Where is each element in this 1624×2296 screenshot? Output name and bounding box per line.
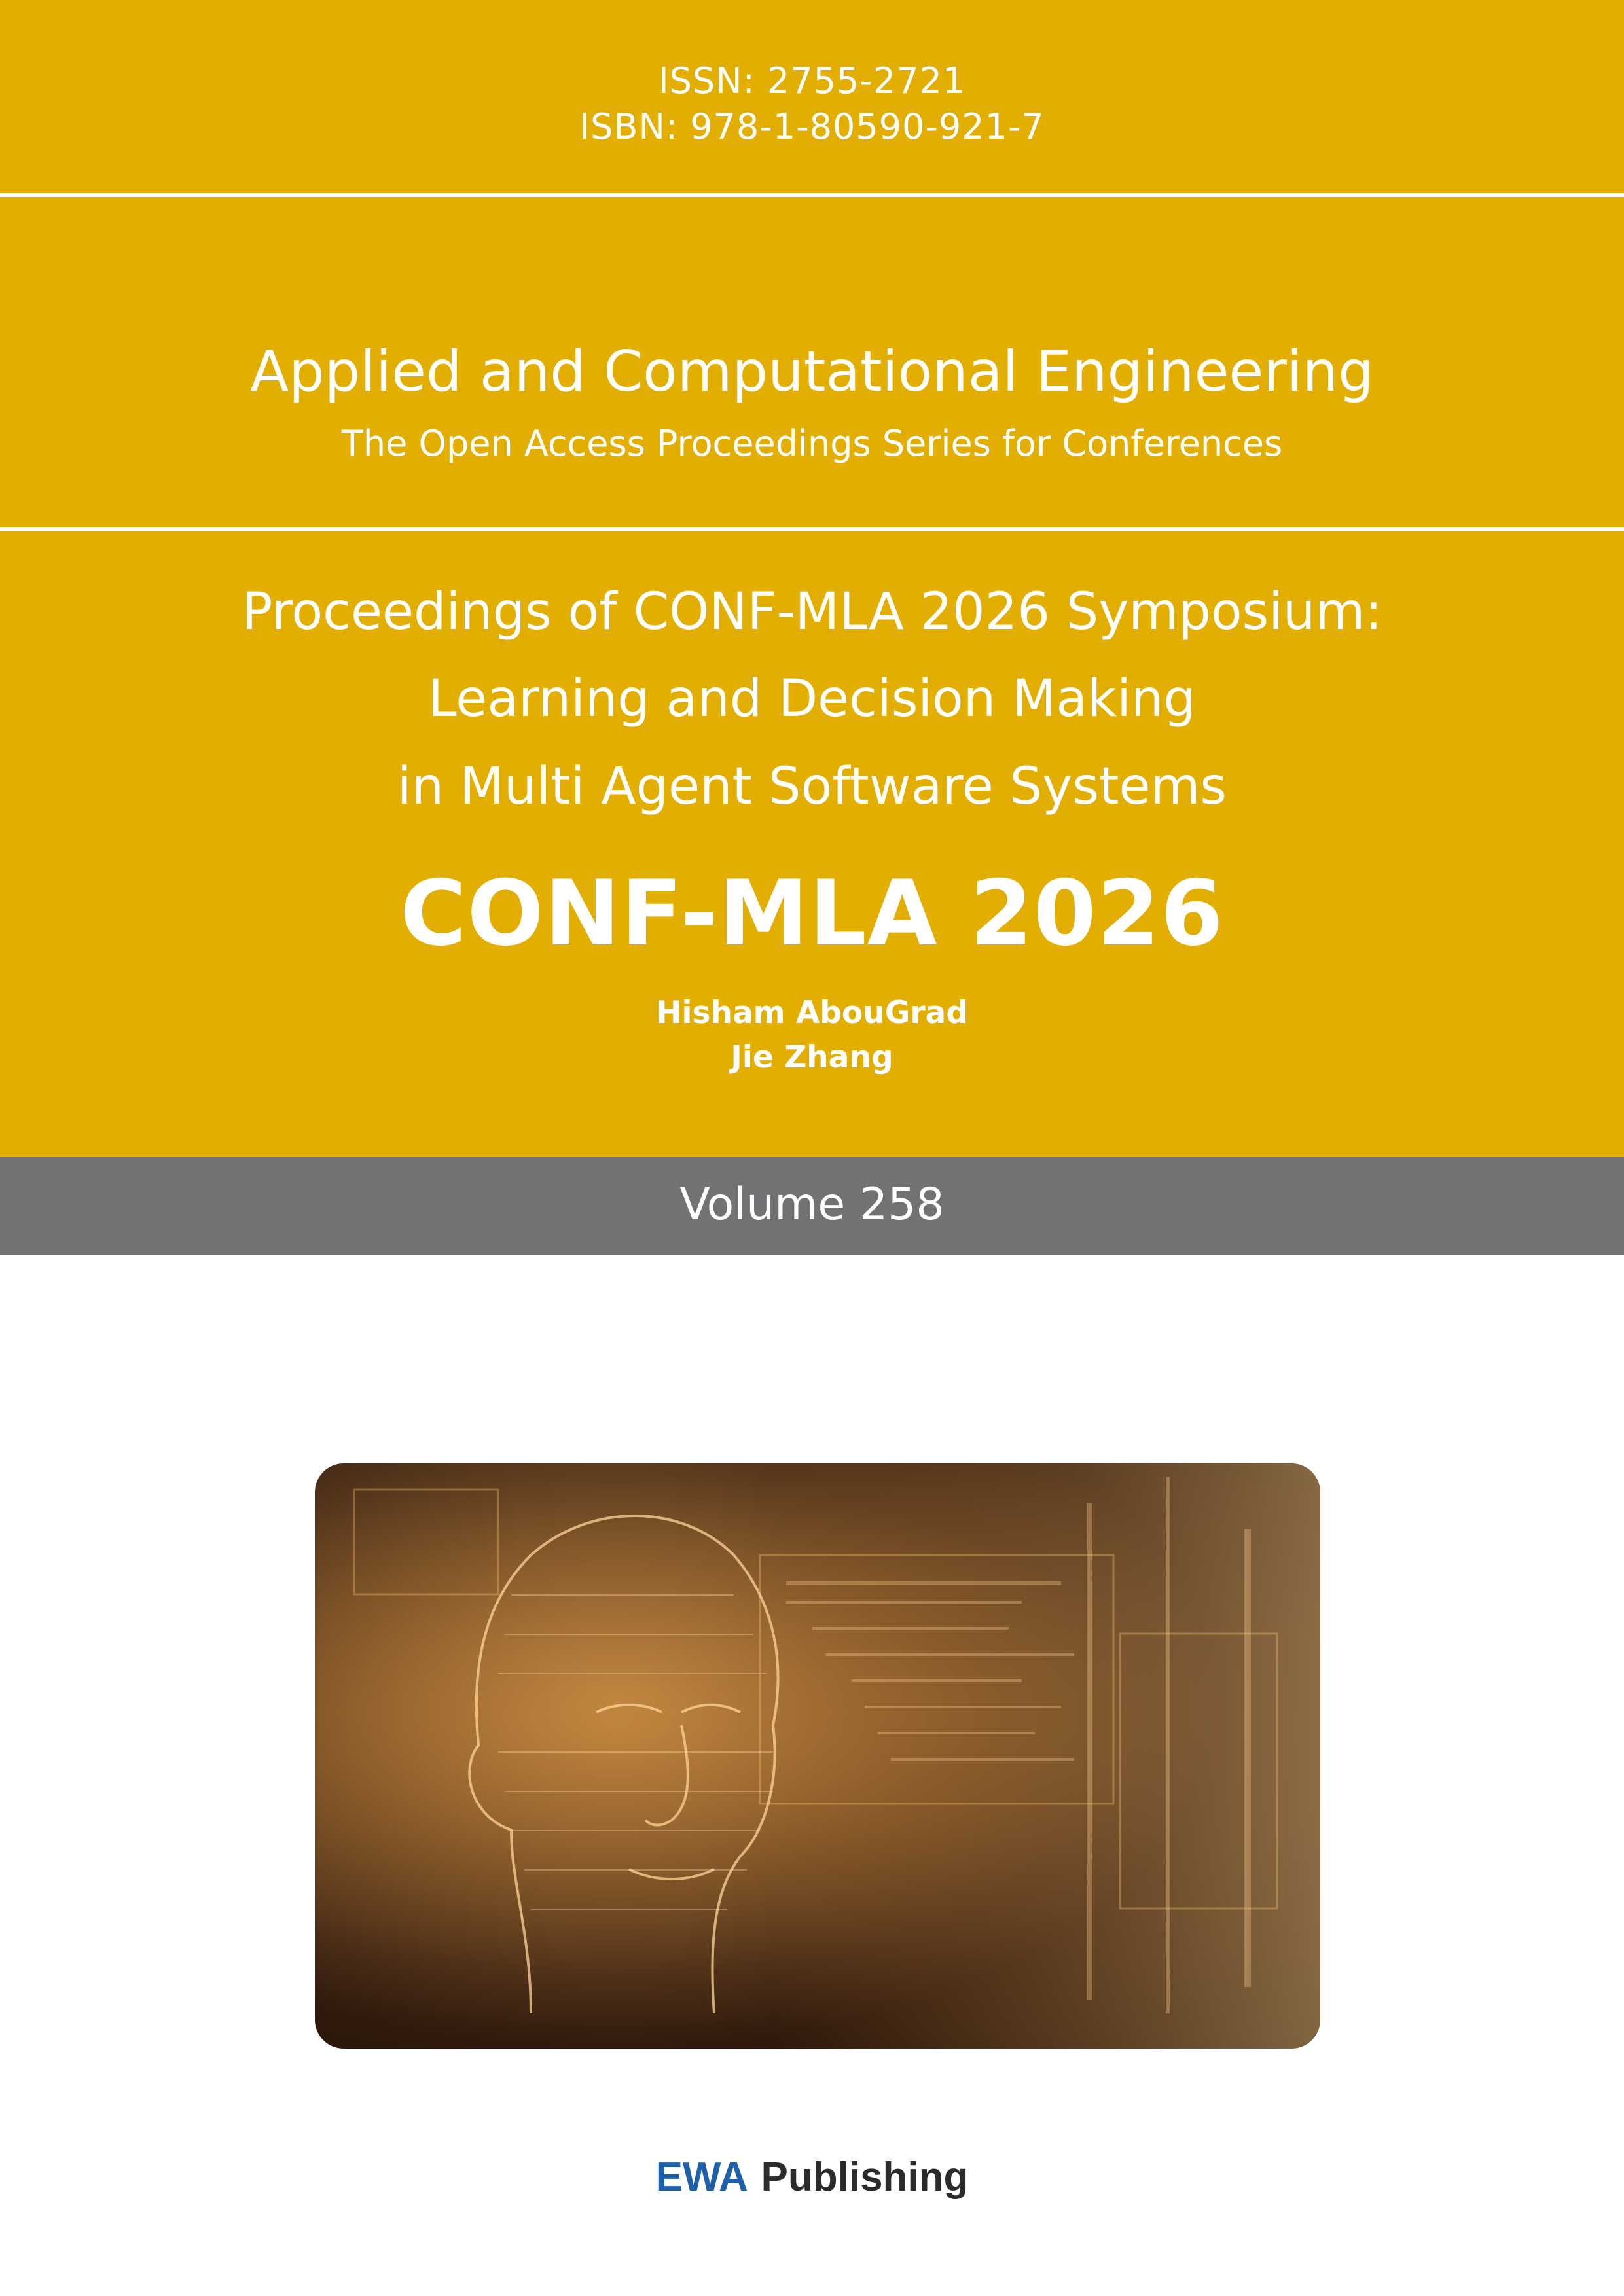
publisher-word: Publishing <box>761 2155 969 2200</box>
editor-name: Jie Zhang <box>731 1039 893 1075</box>
publisher-logo <box>0 2152 1624 2202</box>
divider-line <box>0 193 1624 197</box>
issn-text: ISSN: 2755-2721 <box>658 60 966 101</box>
volume-label: Volume 258 <box>679 1179 945 1230</box>
conference-name: CONF-MLA 2026 <box>400 861 1224 966</box>
publisher-brand: EWA <box>655 2155 748 2200</box>
series-subtitle: The Open Access Proceedings Series for Conferences <box>341 423 1283 464</box>
proceedings-title-line: in Multi Agent Software Systems <box>397 757 1227 816</box>
editor-name: Hisham AbouGrad <box>656 995 968 1031</box>
divider-line <box>0 527 1624 531</box>
series-title: Applied and Computational Engineering <box>250 339 1374 404</box>
isbn-text: ISBN: 978-1-80590-921-7 <box>579 106 1045 147</box>
proceedings-title-line: Learning and Decision Making <box>428 670 1196 728</box>
cover-image-ai-head <box>315 1463 1320 2049</box>
ai-head-illustration <box>315 1463 1320 2049</box>
proceedings-title-line: Proceedings of CONF-MLA 2026 Symposium: <box>242 583 1382 641</box>
